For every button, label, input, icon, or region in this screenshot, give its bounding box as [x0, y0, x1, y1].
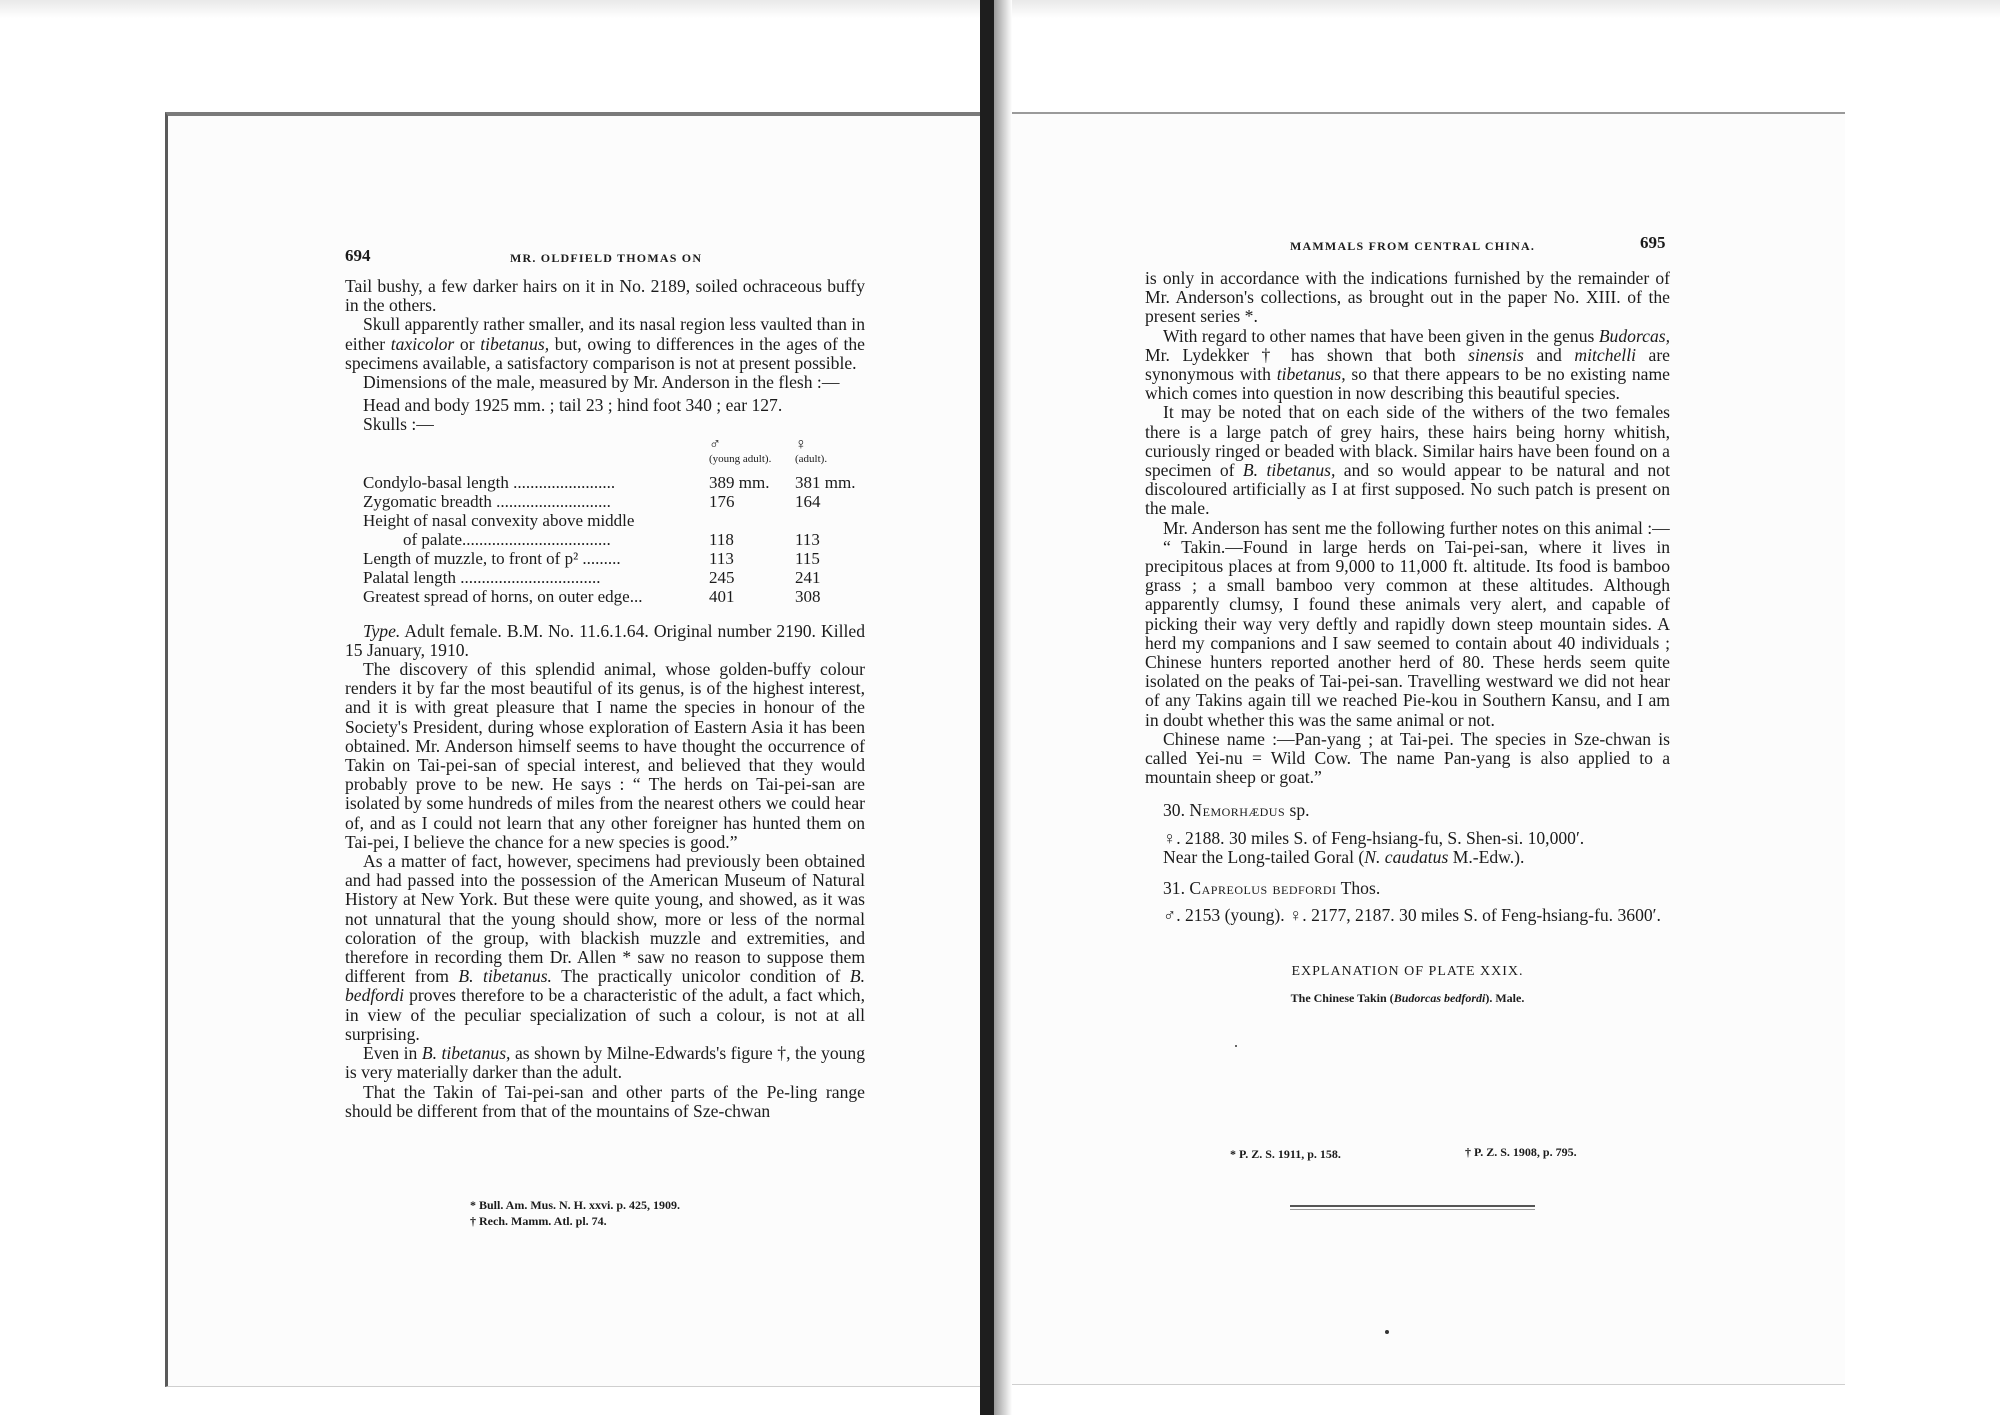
plate-explanation-title: EXPLANATION OF PLATE XXIX. [1291, 963, 1524, 979]
paragraph [345, 315, 865, 373]
female-value: 115 [795, 548, 820, 568]
right-text-column [1145, 269, 1670, 1008]
specimen-record: ♂. 2153 (young). ♀. 2177, 2187. 30 miles S. of Feng-hsiang-fu. 3600′. [1163, 905, 1661, 926]
paragraph: is only in accordance with the indications furnished by the remainder of Mr. Anderson's collections, as brought out in the paper No. XIII. of the present series *. [1145, 268, 1670, 327]
italic-text: B. tibetanus. [458, 966, 552, 987]
table-row [345, 568, 865, 587]
paragraph: Tail bushy, a few darker hairs on it in No. 2189, soiled ochraceous buffy in the others. [345, 276, 865, 316]
text: as shown by Milne-Edwards's figure †, the young is very materially darker than the adult. [345, 1043, 866, 1083]
italic-text: N. caudatus [1364, 846, 1449, 867]
italic-text: B. tibetanus, [421, 1043, 511, 1064]
column-header-male [703, 437, 787, 465]
row-label: Palatal length ................................. [363, 567, 601, 587]
italic-text: taxicolor [390, 333, 455, 354]
species-number: 30. [1163, 800, 1185, 821]
row-label: Greatest spread of horns, on outer edge... [363, 586, 643, 606]
species-number: 31. [1163, 878, 1185, 899]
male-symbol: ♂ [709, 435, 721, 453]
text: and so would appear to be natural and not discoloured artificially as I at first supposed. No such patch is present on the male. [1145, 460, 1670, 519]
text: Mr. Lydekker † has shown that both [1145, 344, 1469, 365]
italic-text: Budorcas, [1598, 325, 1670, 346]
text: As a matter of fact, however, specimens had previously been obtained and had passed into the possession of the American Museum of Natural History at New York. But these were quite young, and showed, as it was not unnatural that the young should show, more or less of the normal coloration of the group, with blackish muzzle and extremities, and therefore in recording them Dr. Allen * saw no reason to suppose them different from [345, 851, 865, 987]
text: With regard to other names that have been given in the genus [1163, 325, 1599, 346]
paragraph [345, 852, 865, 1044]
footnote: † P. Z. S. 1908, p. 795. [1465, 1145, 1577, 1159]
table-row [345, 511, 865, 530]
italic-text: tibetanus, [480, 333, 550, 354]
text: Thos. [1336, 878, 1381, 899]
italic-text: B. bedfordi [345, 966, 865, 1006]
row-label: Zygomatic breadth ........................... [363, 491, 611, 511]
italic-text: mitchelli [1574, 344, 1636, 365]
row-label: Condylo-basal length ........................ [363, 472, 616, 492]
text: Even in [363, 1043, 422, 1064]
male-value [703, 511, 787, 530]
paragraph: Dimensions of the male, measured by Mr. Anderson in the flesh :— [363, 372, 840, 393]
row-label: Length of muzzle, to front of p² ......... [363, 548, 621, 568]
paragraph [1145, 403, 1670, 518]
male-value: 176 [709, 491, 735, 511]
column-label: (young adult). [709, 452, 772, 465]
text: The Chinese Takin ( [1290, 990, 1394, 1005]
female-value: 381 mm. [795, 472, 856, 492]
specimen-record: ♀. 2188. 30 miles S. of Feng-hsiang-fu, S. Shen-si. 10,000′. [1163, 827, 1585, 848]
text: but, owing to differences in the ages of the specimens available, a satisfactory comparison is not at present possible. [345, 333, 865, 373]
paragraph: Skulls :— [363, 414, 434, 435]
paragraph: Mr. Anderson has sent me the following further notes on this animal :— [1163, 517, 1670, 538]
text: M.-Edw.). [1448, 846, 1525, 867]
footnote: † Rech. Mamm. Atl. pl. 74. [470, 1214, 607, 1228]
italic-text: sinensis [1468, 344, 1524, 365]
italic-text: B. tibetanus, [1242, 460, 1336, 481]
column-header-female [787, 437, 865, 465]
female-value: 164 [795, 491, 821, 511]
left-text-column [345, 277, 865, 1121]
scan-speck [1385, 1330, 1389, 1334]
female-symbol: ♀ [795, 435, 807, 453]
species-name: Capreolus bedfordi [1189, 878, 1337, 899]
paragraph: Head and body 1925 mm. ; tail 23 ; hind foot 340 ; ear 127. [363, 395, 783, 416]
scan-speck [1235, 1045, 1237, 1047]
text: proves therefore to be a characteristic of the adult, a fact which, in view of the peculiar specialization of such a colour, is not at all surprising. [345, 985, 865, 1044]
table-header-row [345, 437, 865, 465]
female-value: 308 [795, 586, 821, 606]
italic-text: Budorcas bedfordi [1393, 990, 1486, 1005]
paragraph [345, 1044, 865, 1082]
female-value [787, 511, 865, 530]
end-rule [1290, 1205, 1535, 1207]
male-value: 245 [709, 567, 735, 587]
paragraph: “ Takin.—Found in large herds on Tai-pei-san, where it lives in precipitous places at from 9,000 to 11,000 ft. altitude. Its food is bamboo grass ; a small bamboo very common at these altitudes. Although apparently clumsy, I found these animals very alert, and capable of picking their way very deftly and rapidly down steep mountain sides. A herd my companions and I saw seemed to contain about 40 individuals ; Chinese hunters reported another herd of 80. These herds seem quite isolated on the peaks of Tai-pei-san. Travelling westward we did not hear of any Takins again till we reached Pie-kou in Southern Kansu, and I am in doubt whether this was the same animal or not. [1145, 536, 1670, 730]
text: or [454, 333, 481, 354]
text: Near the Long-tailed Goral ( [1163, 846, 1365, 867]
specimen-note [1145, 848, 1670, 867]
text: sp. [1285, 800, 1310, 821]
male-value: 118 [709, 529, 734, 549]
table-row [345, 549, 865, 568]
text: The practically unicolor condition of [551, 966, 850, 987]
skull-measurements-table [345, 437, 865, 606]
paragraph: That the Takin of Tai-pei-san and other parts of the Pe-ling range should be different from that of the mountains of Sze-chwan [345, 1081, 865, 1121]
table-row [345, 492, 865, 511]
column-label: (adult). [795, 452, 828, 465]
text: It may be noted that on each side of the withers of the two females there is a large patch of grey hairs, these hairs being horny whitish, curiously ringed or beaded with black. Similar hairs have been found on a specimen of [1145, 402, 1670, 481]
row-label: of palate................................... [403, 529, 611, 549]
italic-text: Type. [363, 620, 401, 641]
paragraph [345, 622, 865, 660]
text: ). Male. [1485, 990, 1525, 1005]
text: and [1523, 344, 1575, 365]
gutter-shadow [994, 0, 1012, 1415]
paragraph [1145, 327, 1670, 404]
book-gutter [980, 0, 994, 1415]
footnote: * Bull. Am. Mus. N. H. xxvi. p. 425, 1909. [470, 1198, 681, 1212]
female-value: 113 [795, 529, 820, 549]
text: Skull apparently rather smaller, and its nasal region less vaulted than in either [345, 314, 865, 354]
table-row [345, 587, 865, 606]
paragraph: Chinese name :—Pan-yang ; at Tai-pei. The species in Sze-chwan is called Yei-nu = Wild Cow. The name Pan-yang is also applied to a mountain sheep or goat.” [1145, 728, 1670, 788]
table-row [345, 473, 865, 492]
left-page-number: 694 [345, 246, 371, 265]
table-row [345, 465, 865, 473]
left-running-header: MR. OLDFIELD THOMAS ON [510, 251, 703, 265]
table-row [345, 530, 865, 549]
right-running-header: MAMMALS FROM CENTRAL CHINA. [1290, 239, 1536, 253]
text: Adult female. B.M. No. 11.6.1.64. Original number 2190. Killed 15 January, 1910. [345, 620, 865, 660]
species-heading [1145, 879, 1670, 898]
species-name: Nemorhædus [1189, 800, 1286, 821]
male-value: 389 mm. [709, 472, 770, 492]
footnote: * P. Z. S. 1911, p. 158. [1230, 1147, 1341, 1161]
text: are synonymous with [1145, 344, 1670, 385]
male-value: 113 [709, 548, 734, 568]
female-value: 241 [795, 567, 821, 587]
male-value: 401 [709, 586, 735, 606]
right-page-number: 695 [1640, 233, 1666, 252]
row-label: Height of nasal convexity above middle [363, 510, 635, 530]
species-heading [1145, 801, 1670, 820]
plate-caption [1145, 989, 1670, 1008]
italic-text: tibetanus, [1276, 364, 1346, 385]
paragraph: The discovery of this splendid animal, whose golden-buffy colour renders it by far the most beautiful of its genus, is of the highest interest, and it is with great pleasure that I name the species in honour of the Society's President, during whose exploration of Eastern Asia it has been obtained. Mr. Anderson himself seems to have thought the occurrence of Takin on Tai-pei-san of special interest, and believed that they would probably prove to be new. He says : “ The herds on Tai-pei-san are isolated by some hundreds of miles from the nearest others we could hear of, and as I could not learn that any other foreigner has hunted them on Tai-pei, I believe the chance for a new species is good.” [345, 659, 865, 852]
end-rule [1290, 1209, 1535, 1210]
text: so that there appears to be no existing name which comes into question in now describing this beautiful species. [1145, 364, 1670, 404]
